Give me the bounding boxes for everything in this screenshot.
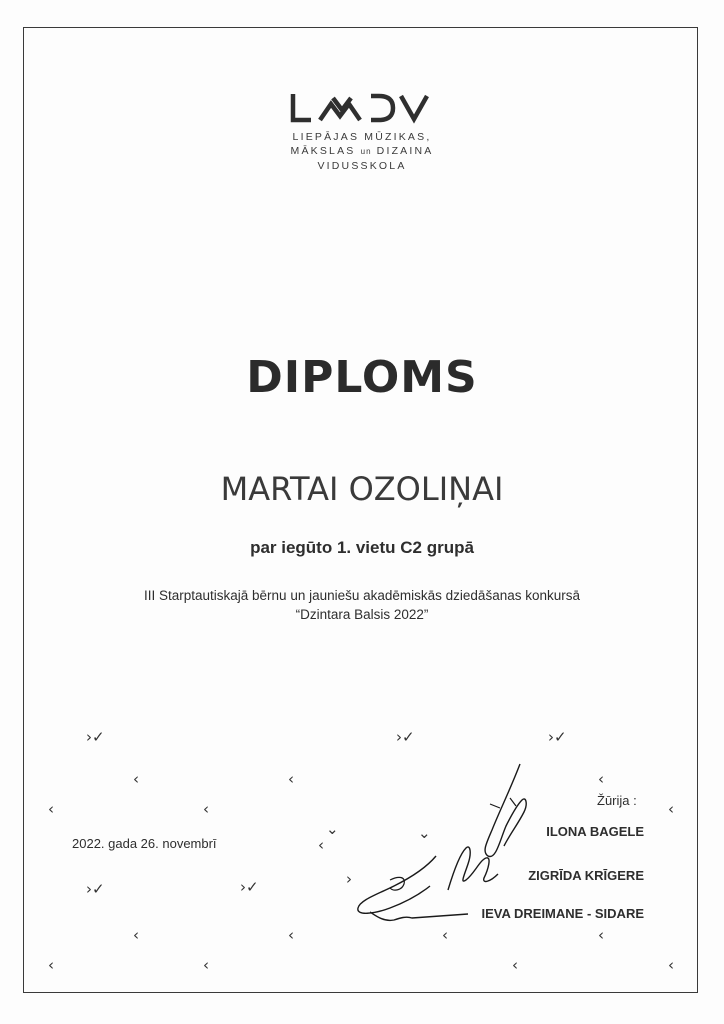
chevron-left-icon: ‹ xyxy=(48,800,54,818)
jury-member: ZIGRĪDA KRĪGERE xyxy=(528,868,644,883)
jury-member: ILONA BAGELE xyxy=(546,824,644,839)
chevron-left-icon: ‹ xyxy=(598,926,604,944)
jury-label: Žūrija : xyxy=(597,793,637,808)
chevron-left-icon: ‹ xyxy=(442,926,448,944)
chevron-left-icon: ‹ xyxy=(288,770,294,788)
chevron-down-icon: ⌄ xyxy=(418,824,431,842)
logo-line-2: MĀKSLAS un DIZAINA xyxy=(290,145,434,157)
school-logo xyxy=(0,92,724,173)
logo-line-1: LIEPĀJAS MŪZIKAS, xyxy=(292,131,432,143)
logo-line-3: VIDUSSKOLA xyxy=(317,160,407,172)
chevron-pair-icon: ›✓ xyxy=(86,728,105,746)
chevron-left-icon: ‹ xyxy=(318,836,324,854)
issue-date: 2022. gada 26. novembrī xyxy=(72,836,217,851)
diploma-title: DIPLOMS xyxy=(246,352,478,403)
chevron-left-icon: ‹ xyxy=(203,956,209,974)
chevron-left-icon: ‹ xyxy=(512,956,518,974)
chevron-pair-icon: ›✓ xyxy=(240,878,259,896)
competition-line-1: III Starptautiskajā bērnu un jauniešu akadēmiskās dziedāšanas konkursā xyxy=(143,588,580,603)
chevron-left-icon: ‹ xyxy=(598,770,604,788)
award-text: par iegūto 1. vietu C2 grupā xyxy=(250,538,474,557)
logo-mark-icon xyxy=(287,92,437,124)
chevron-down-icon: ⌄ xyxy=(326,820,339,838)
chevron-left-icon: ‹ xyxy=(133,926,139,944)
competition-text xyxy=(0,586,724,624)
chevron-left-icon: ‹ xyxy=(668,956,674,974)
chevron-left-icon: ‹ xyxy=(668,800,674,818)
chevron-left-icon: ‹ xyxy=(288,926,294,944)
recipient-name: MARTAI OZOLIŅAI xyxy=(220,470,504,508)
chevron-left-icon: ‹ xyxy=(133,770,139,788)
signature-3 xyxy=(350,850,470,930)
chevron-pair-icon: ›✓ xyxy=(86,880,105,898)
competition-line-2: “Dzintara Balsis 2022” xyxy=(295,607,429,622)
chevron-left-icon: ‹ xyxy=(48,956,54,974)
chevron-pair-icon: ›✓ xyxy=(396,728,415,746)
jury-member: IEVA DREIMANE - SIDARE xyxy=(481,906,644,921)
chevron-pair-icon: ›✓ xyxy=(548,728,567,746)
chevron-left-icon: ‹ xyxy=(203,800,209,818)
chevron-right-icon: › xyxy=(346,870,352,888)
